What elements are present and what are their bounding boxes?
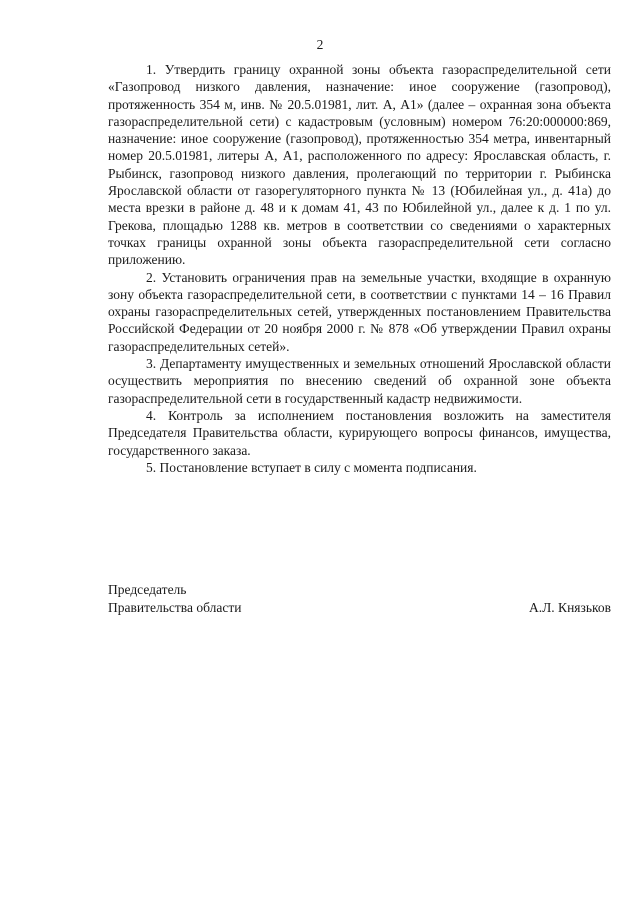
signatory-name: А.Л. Князьков xyxy=(529,600,611,615)
paragraph-3: 3. Департаменту имущественных и земельных отношений Ярославской области осуществить мероприятия по внесению сведений об охранной зоне объекта газораспределительной сети в государственный кадастр недвижимости. xyxy=(108,356,611,406)
page-number: 2 xyxy=(316,37,324,52)
paragraph-4: 4. Контроль за исполнением постановления возложить на заместителя Председателя Правительства области, курирующего вопросы финансов, имущества, государственного заказа. xyxy=(108,407,611,458)
signature-row xyxy=(108,599,611,617)
signature-block xyxy=(108,581,611,617)
paragraph-2: 2. Установить ограничения прав на земельные участки, входящие в охранную зону объекта газораспределительной сети, в соответствии с пунктами 14 – 16 Правил охраны газораспределительных сетей, утвержденных постановлением Правительства Российской Федерации от 20 ноября 2000 г. № 878 «Об утверждении Правил охраны газораспределительных сетей». xyxy=(108,269,611,354)
signatory-title-line-2: Правительства области xyxy=(108,600,242,615)
paragraph-1: 1. Утвердить границу охранной зоны объекта газораспределительной сети «Газопровод низкого давления, назначение: иное сооружение (газопровод), протяженность 354 м, инв. № 20.5.01981, лит. А, А1» (далее – охранная зона объекта газораспределительной сети) с кадастровым (условным) номером 76:20:000000:869, назначение: иное сооружение (газопровод), протяженностью 354 метра, инвентарный номер 20.5.01981, литеры А, А1, расположенного по адресу: Ярославская область, г. Рыбинск, газопровод низкого давления, пролегающий по территории г. Рыбинска Ярославской области от газорегуляторного пункта № 13 (Юбилейная ул., д. 41а) до места врезки в районе д. 48 и к домам 41, 43 по Юбилейной ул., далее к д. 1 по ул. Грекова, площадью 1288 кв. метров в соответствии со сведениями о характерных точках границы охранной зоны объекта газораспределительной сети согласно приложению. xyxy=(108,62,611,268)
signatory-title-line-1: Председатель xyxy=(108,582,187,597)
document-body xyxy=(108,61,611,476)
paragraph-5: 5. Постановление вступает в силу с момента подписания. xyxy=(146,459,477,475)
